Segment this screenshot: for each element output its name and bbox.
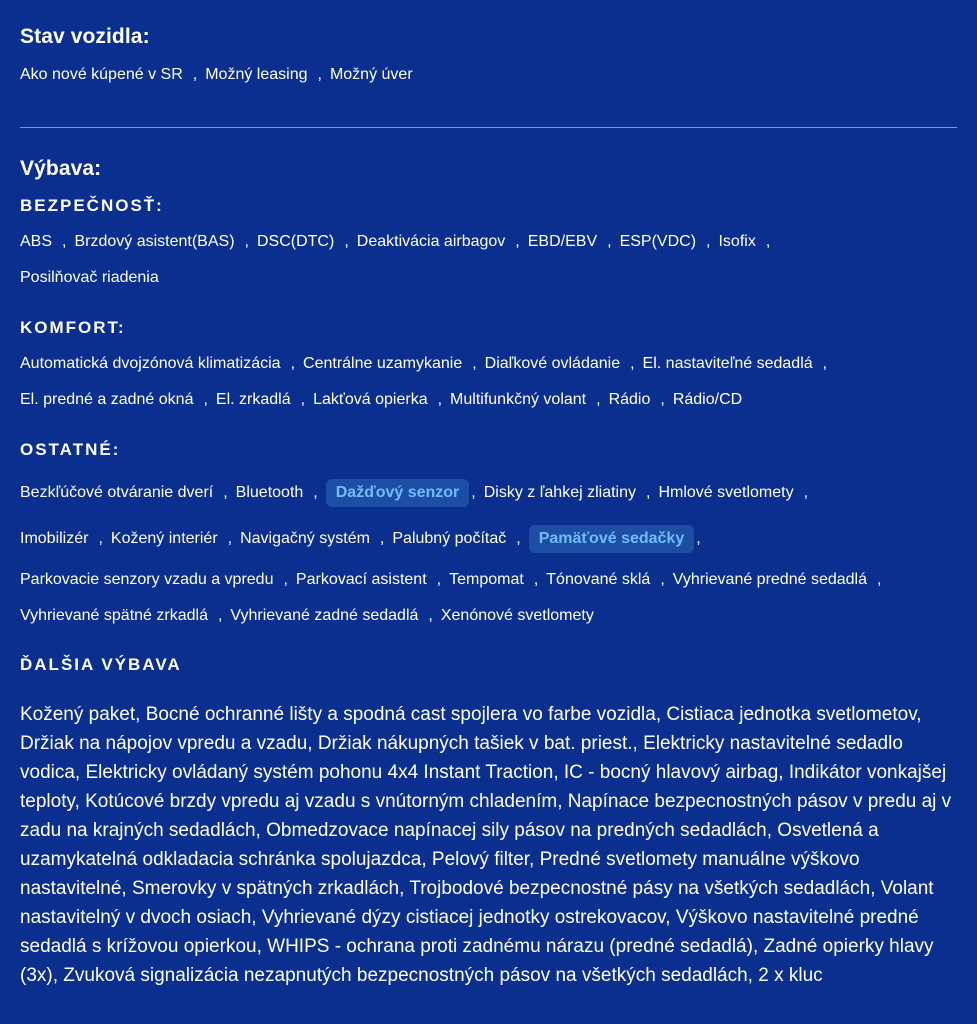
feature-separator: , — [203, 391, 208, 408]
other-features — [20, 470, 965, 634]
status-item-loan: Možný úver — [329, 66, 413, 83]
feature-separator: , — [436, 571, 442, 588]
status-separator: , — [192, 66, 198, 83]
feature-separator: , — [706, 233, 711, 250]
feature-onboard-computer: Palubný počítač — [392, 530, 507, 547]
other-line-2 — [20, 516, 965, 562]
feature-separator: , — [646, 484, 651, 501]
feature-memory-seats-highlight[interactable]: Pamäťové sedačky — [529, 525, 695, 553]
feature-separator: , — [533, 571, 539, 588]
feature-esp: ESP(VDC) — [619, 233, 697, 250]
feature-radio: Rádio — [608, 391, 651, 408]
feature-electric-seats: El. nastaviteľné sedadlá — [642, 355, 813, 372]
feature-heated-mirrors: Vyhrievané spätné zrkadlá — [20, 607, 208, 624]
feature-immobilizer: Imobilizér — [20, 530, 89, 547]
feature-electric-windows: El. predné a zadné okná — [20, 391, 194, 408]
feature-keyless-entry: Bezkľúčové otváranie dverí — [20, 484, 214, 501]
feature-separator: , — [437, 391, 443, 408]
safety-heading: BEZPEČNOSŤ: — [20, 196, 164, 215]
status-section-title: Stav vozidla: — [20, 25, 150, 48]
safety-line-1 — [20, 224, 965, 260]
status-item-new-bought-sr: Ako nové kúpené v SR — [20, 66, 183, 83]
feature-separator: , — [227, 530, 233, 547]
section-divider — [20, 127, 957, 128]
feature-separator: , — [313, 484, 318, 501]
other-line-1 — [20, 470, 965, 516]
status-items — [20, 63, 423, 87]
feature-separator: , — [472, 355, 477, 372]
feature-leather-interior: Kožený interiér — [110, 530, 218, 547]
additional-equipment-heading: ĎALŠIA VÝBAVA — [20, 655, 182, 674]
feature-tinted-glass: Tónované sklá — [546, 571, 651, 588]
feature-heated-rear-seats: Vyhrievané zadné sedadlá — [230, 607, 419, 624]
equipment-section-title: Výbava: — [20, 157, 102, 180]
feature-ebd: EBD/EBV — [527, 233, 598, 250]
feature-power-steering: Posilňovač riadenia — [20, 269, 159, 286]
feature-separator: , — [62, 233, 67, 250]
status-separator: , — [317, 66, 322, 83]
feature-separator: , — [98, 530, 103, 547]
feature-separator: , — [283, 571, 288, 588]
feature-abs: ABS — [20, 233, 53, 250]
comfort-line-1 — [20, 346, 965, 382]
feature-rain-sensor-highlight[interactable]: Dažďový senzor — [326, 479, 470, 507]
feature-separator: , — [344, 233, 349, 250]
comfort-line-2 — [20, 382, 965, 418]
feature-separator: , — [515, 233, 520, 250]
feature-dsc: DSC(DTC) — [256, 233, 335, 250]
feature-multifunction-wheel: Multifunkčný volant — [450, 391, 587, 408]
feature-bluetooth: Bluetooth — [235, 484, 304, 501]
feature-brake-assist: Brzdový asistent(BAS) — [74, 233, 235, 250]
safety-features — [20, 224, 965, 296]
feature-separator: , — [379, 530, 385, 547]
feature-alloy-wheels: Disky z ľahkej zliatiny — [483, 484, 636, 501]
feature-parking-sensors: Parkovacie senzory vzadu a vpredu — [20, 571, 274, 588]
other-heading: OSTATNÉ: — [20, 440, 121, 459]
feature-navigation-system: Navigačný systém — [240, 530, 370, 547]
feature-airbag-deactivation: Deaktivácia airbagov — [356, 233, 506, 250]
feature-separator: , — [516, 530, 521, 547]
feature-separator: , — [660, 391, 665, 408]
status-item-leasing: Možný leasing — [205, 66, 308, 83]
feature-armrest: Lakťová opierka — [313, 391, 428, 408]
feature-separator: , — [660, 571, 665, 588]
feature-separator: , — [290, 355, 296, 372]
other-line-4 — [20, 598, 965, 634]
feature-fog-lights: Hmlové svetlomety — [658, 484, 794, 501]
feature-separator: , — [300, 391, 306, 408]
feature-separator: , — [803, 484, 809, 501]
feature-central-locking: Centrálne uzamykanie — [303, 355, 463, 372]
feature-heated-front-seats: Vyhrievané predné sedadlá — [672, 571, 867, 588]
feature-xenon-lights: Xenónové svetlomety — [440, 607, 594, 624]
feature-dual-zone-climate: Automatická dvojzónová klimatizácia — [20, 355, 281, 372]
feature-remote-control: Diaľkové ovládanie — [484, 355, 621, 372]
comfort-heading: KOMFORT: — [20, 318, 126, 337]
feature-separator: , — [596, 391, 601, 408]
feature-cruise-control: Tempomat — [449, 571, 524, 588]
feature-separator: , — [244, 233, 249, 250]
additional-equipment-description: Kožený paket, Bocné ochranné lišty a spodná cast spojlera vo farbe vozidla, Cistiaca jednotka svetlometov, Držiak na nápojov vpredu a vzadu, Držiak nákupných tašiek v bat. priest., Elektricky nastavitelné sedadlo vodica, Elektricky ovládaný systém pohonu 4x4 Instant Traction, IC - bocný hlavový airbag, Indikátor vonkajšej teploty, Kotúcové brzdy vpredu aj vzadu s vnútorným chladením, Napínace bezpecnostných pásov v predu aj v zadu na krajných sedadlách, Obmedzovace napínacej sily pásov na predných sedadlách, Osvetlená a uzamykatelná odkladacia schránka spolujazdca, Pelový filter, Predné svetlomety manuálne výškovo nastavitelné, Smerovky v spätných zrkadlách, Trojbodové bezpecnostné pásy na všetkých sedadlách, Volant nastavitelný v dvoch osiach, Vyhrievané dýzy cistiacej jednotky ostrekovacov, Výškovo nastavitelné predné sedadlá s krížovou opierkou, WHIPS - ochrana proti zadnému nárazu (predné sedadlá), Zadné opierky hlavy (3x), Zvuková signalizácia nezapnutých bezpecnostných pásov na všetkých sedadlách, 2 x kluc — [20, 704, 952, 986]
feature-separator: , — [471, 484, 476, 501]
feature-separator: , — [696, 530, 701, 547]
feature-separator: , — [607, 233, 612, 250]
feature-separator: , — [877, 571, 882, 588]
other-line-3 — [20, 562, 965, 598]
feature-parking-assistant: Parkovací asistent — [295, 571, 427, 588]
feature-separator: , — [428, 607, 433, 624]
safety-line-2 — [20, 260, 965, 296]
feature-separator: , — [765, 233, 771, 250]
comfort-features — [20, 346, 965, 418]
feature-separator: , — [630, 355, 635, 372]
feature-separator: , — [217, 607, 223, 624]
feature-electric-mirrors: El. zrkadlá — [215, 391, 291, 408]
feature-separator: , — [223, 484, 228, 501]
feature-separator: , — [822, 355, 828, 372]
feature-radio-cd: Rádio/CD — [672, 391, 743, 408]
feature-isofix: Isofix — [718, 233, 756, 250]
